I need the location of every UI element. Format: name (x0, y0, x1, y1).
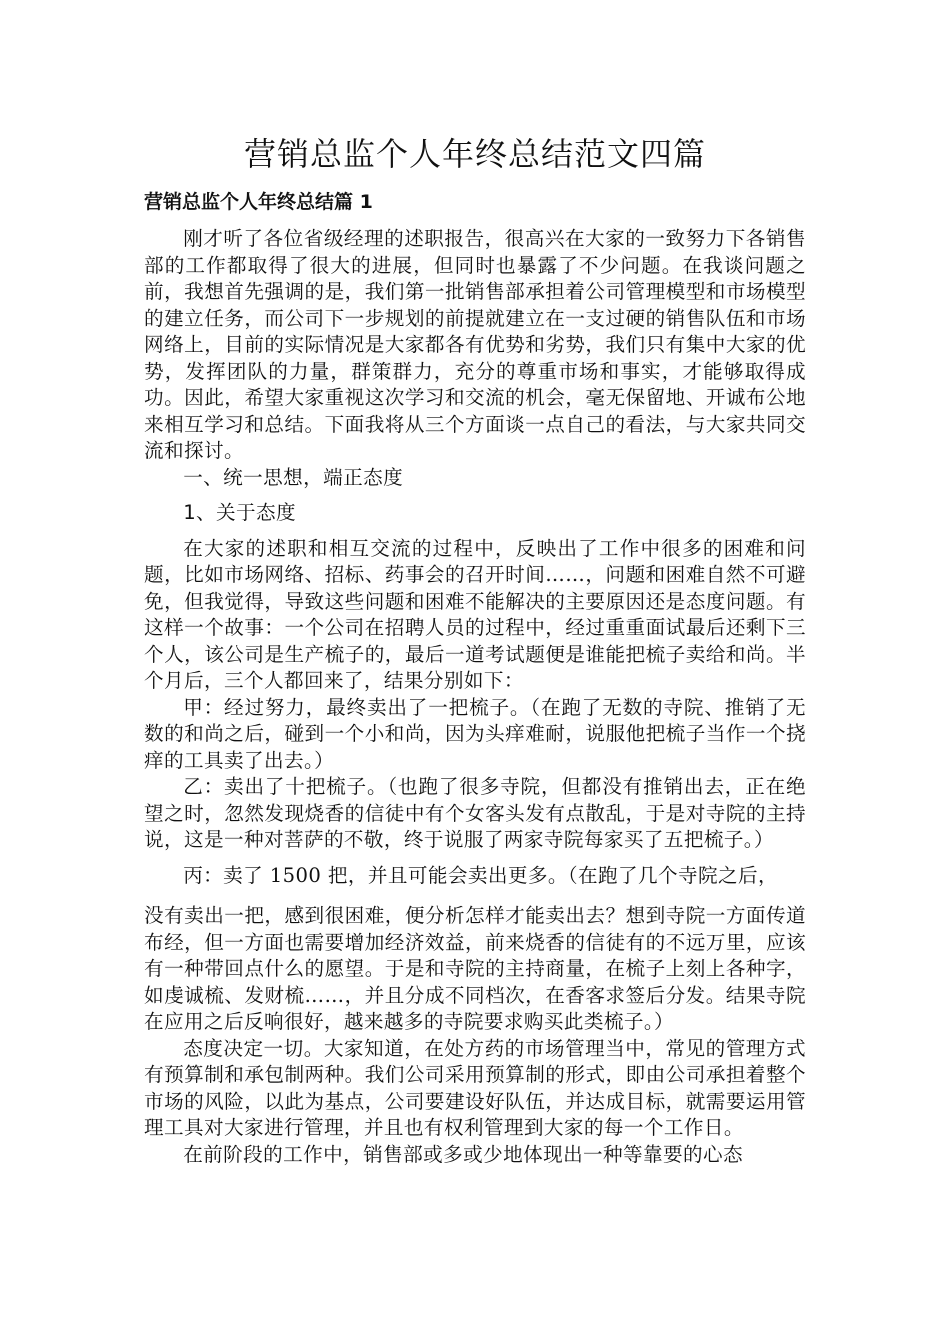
document-body (144, 226, 806, 1168)
paragraph-candidate-c-cont: 没有卖出一把，感到很困难，便分析怎样才能卖出去？想到寺院一方面传道布经，但一方面也需要增加经济效益，前来烧香的信徒有的不远万里，应该有一种带回点什么的愿望。于是和寺院的主持商量，在梳子上刻上各种字，如虔诚梳、发财梳……，并且分成不同档次，在香客求签后分发。结果寺院在应用之后反响很好，越来越多的寺院要求购买此类梳子。） (144, 904, 806, 1033)
heading-unify-thinking: 一、统一思想，端正态度 (183, 465, 404, 489)
section-heading: 营销总监个人年终总结篇 1 (144, 191, 373, 213)
paragraph-candidate-a: 甲：经过努力，最终卖出了一把梳子。（在跑了无数的寺院、推销了无数的和尚之后，碰到一个小和尚，因为头痒难耐，说服他把梳子当作一个挠痒的工具卖了出去。） (144, 695, 806, 772)
paragraph-intro: 刚才听了各位省级经理的述职报告，很高兴在大家的一致努力下各销售部的工作都取得了很大的进展，但同时也暴露了不少问题。在我谈问题之前，我想首先强调的是，我们第一批销售部承担着公司管理模型和市场模型的建立任务，而公司下一步规划的前提就建立在一支过硬的销售队伍和市场网络上，目前的实际情况是大家都各有优势和劣势，我们只有集中大家的优势，发挥团队的力量，群策群力，充分的尊重市场和事实，才能够取得成功。因此，希望大家重视这次学习和交流的机会，毫无保留地、开诚布公地来相互学习和总结。下面我将从三个方面谈一点自己的看法，与大家共同交流和探讨。 (144, 227, 806, 462)
paragraph-candidate-b: 乙：卖出了十把梳子。（也跑了很多寺院，但都没有推销出去，正在绝望之时，忽然发现烧香的信徒中有个女客头发有点散乱，于是对寺院的主持说，这是一种对菩萨的不敬，终于说服了两家寺院每家买了五把梳子。） (144, 775, 806, 851)
document-title: 营销总监个人年终总结范文四篇 (243, 135, 706, 173)
paragraph-previous-stage: 在前阶段的工作中，销售部或多或少地体现出一种等靠要的心态 (183, 1142, 744, 1166)
heading-about-attitude: 1、关于态度 (183, 501, 297, 524)
paragraph-story: 在大家的述职和相互交流的过程中，反映出了工作中很多的困难和问题，比如市场网络、招标、药事会的召开时间……，问题和困难自然不可避免，但我觉得，导致这些问题和困难不能解决的主要原因还是态度问题。有这样一个故事：一个公司在招聘人员的过程中，经过重重面试最后还剩下三个人，该公司是生产梳子的，最后一道考试题便是谁能把梳子卖给和尚。半个月后，三个人都回来了，结果分别如下： (144, 536, 806, 692)
paragraph-attitude-decides: 态度决定一切。大家知道，在处方药的市场管理当中，常见的管理方式有预算制和承包制两种。我们公司采用预算制的形式，即由公司承担着整个市场的风险，以此为基点，公司要建设好队伍，并达成目标，就需要运用管理工具对大家进行管理，并且也有权利管理到大家的每一个工作日。 (144, 1036, 806, 1139)
paragraph-candidate-c-start: 丙：卖了 1500 把，并且可能会卖出更多。（在跑了几个寺院之后， (183, 863, 778, 887)
